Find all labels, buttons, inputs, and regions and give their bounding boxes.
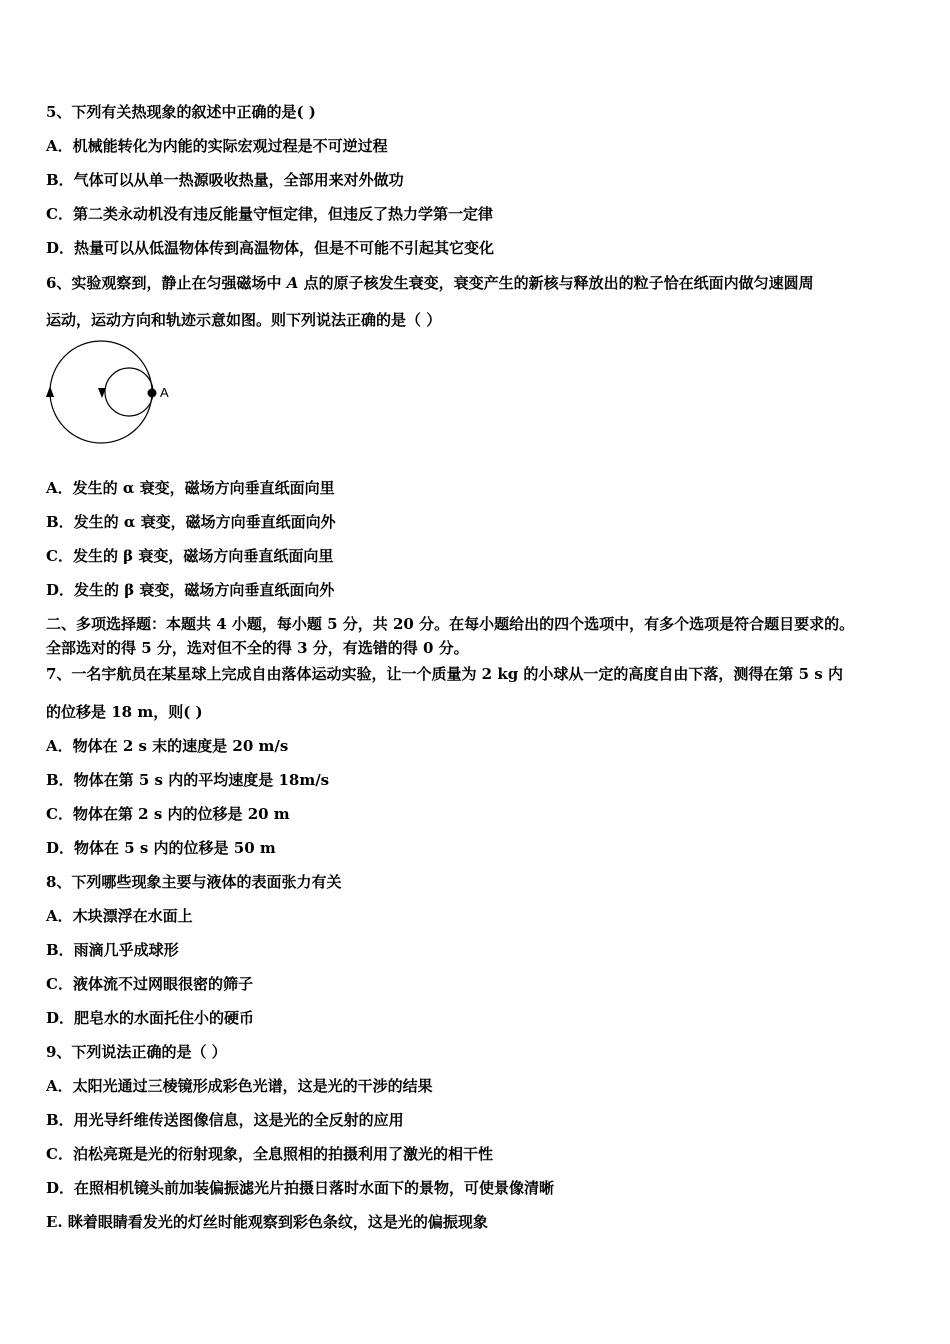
q6-stem-line1 xyxy=(46,273,814,293)
point-a-dot xyxy=(148,389,157,398)
q8-stem: 8、下列哪些现象主要与液体的表面张力有关 xyxy=(46,873,342,891)
q8-option-d: D．肥皂水的水面托住小的硬币 xyxy=(46,1009,255,1027)
q6-option-d: D．发生的 β 衰变，磁场方向垂直纸面向外 xyxy=(46,581,335,599)
q7-option-c: C．物体在第 2 s 内的位移是 20 m xyxy=(46,805,290,823)
q6-option-b: B．发生的 α 衰变，磁场方向垂直纸面向外 xyxy=(46,513,336,531)
section2-instructions-line2: 全部选对的得 5 分，选对但不全的得 3 分，有选错的得 0 分。 xyxy=(46,639,469,657)
q6-point-a: A xyxy=(286,274,299,292)
q8-option-b: B．雨滴几乎成球形 xyxy=(46,941,179,959)
q6-stem-part1: 6、实验观察到，静止在匀强磁场中 xyxy=(46,274,282,292)
q9-option-e: E. 眯着眼睛看发光的灯丝时能观察到彩色条纹，这是光的偏振现象 xyxy=(46,1213,488,1231)
q9-option-d: D．在照相机镜头前加装偏振滤光片拍摄日落时水面下的景物，可使景像清晰 xyxy=(46,1179,555,1197)
q5-option-a: A．机械能转化为内能的实际宏观过程是不可逆过程 xyxy=(46,137,388,155)
q9-option-c: C．泊松亮斑是光的衍射现象，全息照相的拍摄利用了激光的相干性 xyxy=(46,1145,493,1163)
q9-option-a: A．太阳光通过三棱镜形成彩色光谱，这是光的干涉的结果 xyxy=(46,1077,433,1095)
q6-trajectory-figure xyxy=(40,336,190,452)
q7-option-d: D．物体在 5 s 内的位移是 50 m xyxy=(46,839,276,857)
q5-option-b: B．气体可以从单一热源吸收热量，全部用来对外做功 xyxy=(46,171,404,189)
q8-option-a: A．木块漂浮在水面上 xyxy=(46,907,193,925)
point-a-label: A xyxy=(160,385,169,400)
q6-option-c: C．发生的 β 衰变，磁场方向垂直纸面向里 xyxy=(46,547,334,565)
section2-instructions-line1: 二、多项选择题：本题共 4 小题，每小题 5 分，共 20 分。在每小题给出的四个选项中，有多个选项是符合题目要求的。 xyxy=(46,615,855,633)
q6-option-a: A．发生的 α 衰变，磁场方向垂直纸面向里 xyxy=(46,479,335,497)
q6-stem-part2: 点的原子核发生衰变，衰变产生的新核与释放出的粒子恰在纸面内做匀速圆周 xyxy=(303,274,814,292)
large-orbit-arrow-icon xyxy=(46,386,54,397)
small-orbit-circle xyxy=(105,368,153,416)
q7-option-a: A．物体在 2 s 末的速度是 20 m/s xyxy=(46,737,289,755)
q5-option-c: C．第二类永动机没有违反能量守恒定律，但违反了热力学第一定律 xyxy=(46,205,493,223)
q6-stem-line2: 运动，运动方向和轨迹示意如图。则下列说法正确的是（ ） xyxy=(46,311,442,329)
q7-stem-line1: 7、一名宇航员在某星球上完成自由落体运动实验，让一个质量为 2 kg 的小球从一定的高度自由下落，测得在第 5 s 内 xyxy=(46,665,843,683)
q5-option-d: D．热量可以从低温物体传到高温物体，但是不可能不引起其它变化 xyxy=(46,239,495,257)
q7-option-b: B．物体在第 5 s 内的平均速度是 18m/s xyxy=(46,771,330,789)
q9-stem: 9、下列说法正确的是（ ） xyxy=(46,1043,227,1061)
q8-option-c: C．液体流不过网眼很密的筛子 xyxy=(46,975,253,993)
q5-stem: 5、下列有关热现象的叙述中正确的是( ) xyxy=(46,103,316,121)
q9-option-b: B．用光导纤维传送图像信息，这是光的全反射的应用 xyxy=(46,1111,404,1129)
q7-stem-line2: 的位移是 18 m，则( ) xyxy=(46,703,203,721)
